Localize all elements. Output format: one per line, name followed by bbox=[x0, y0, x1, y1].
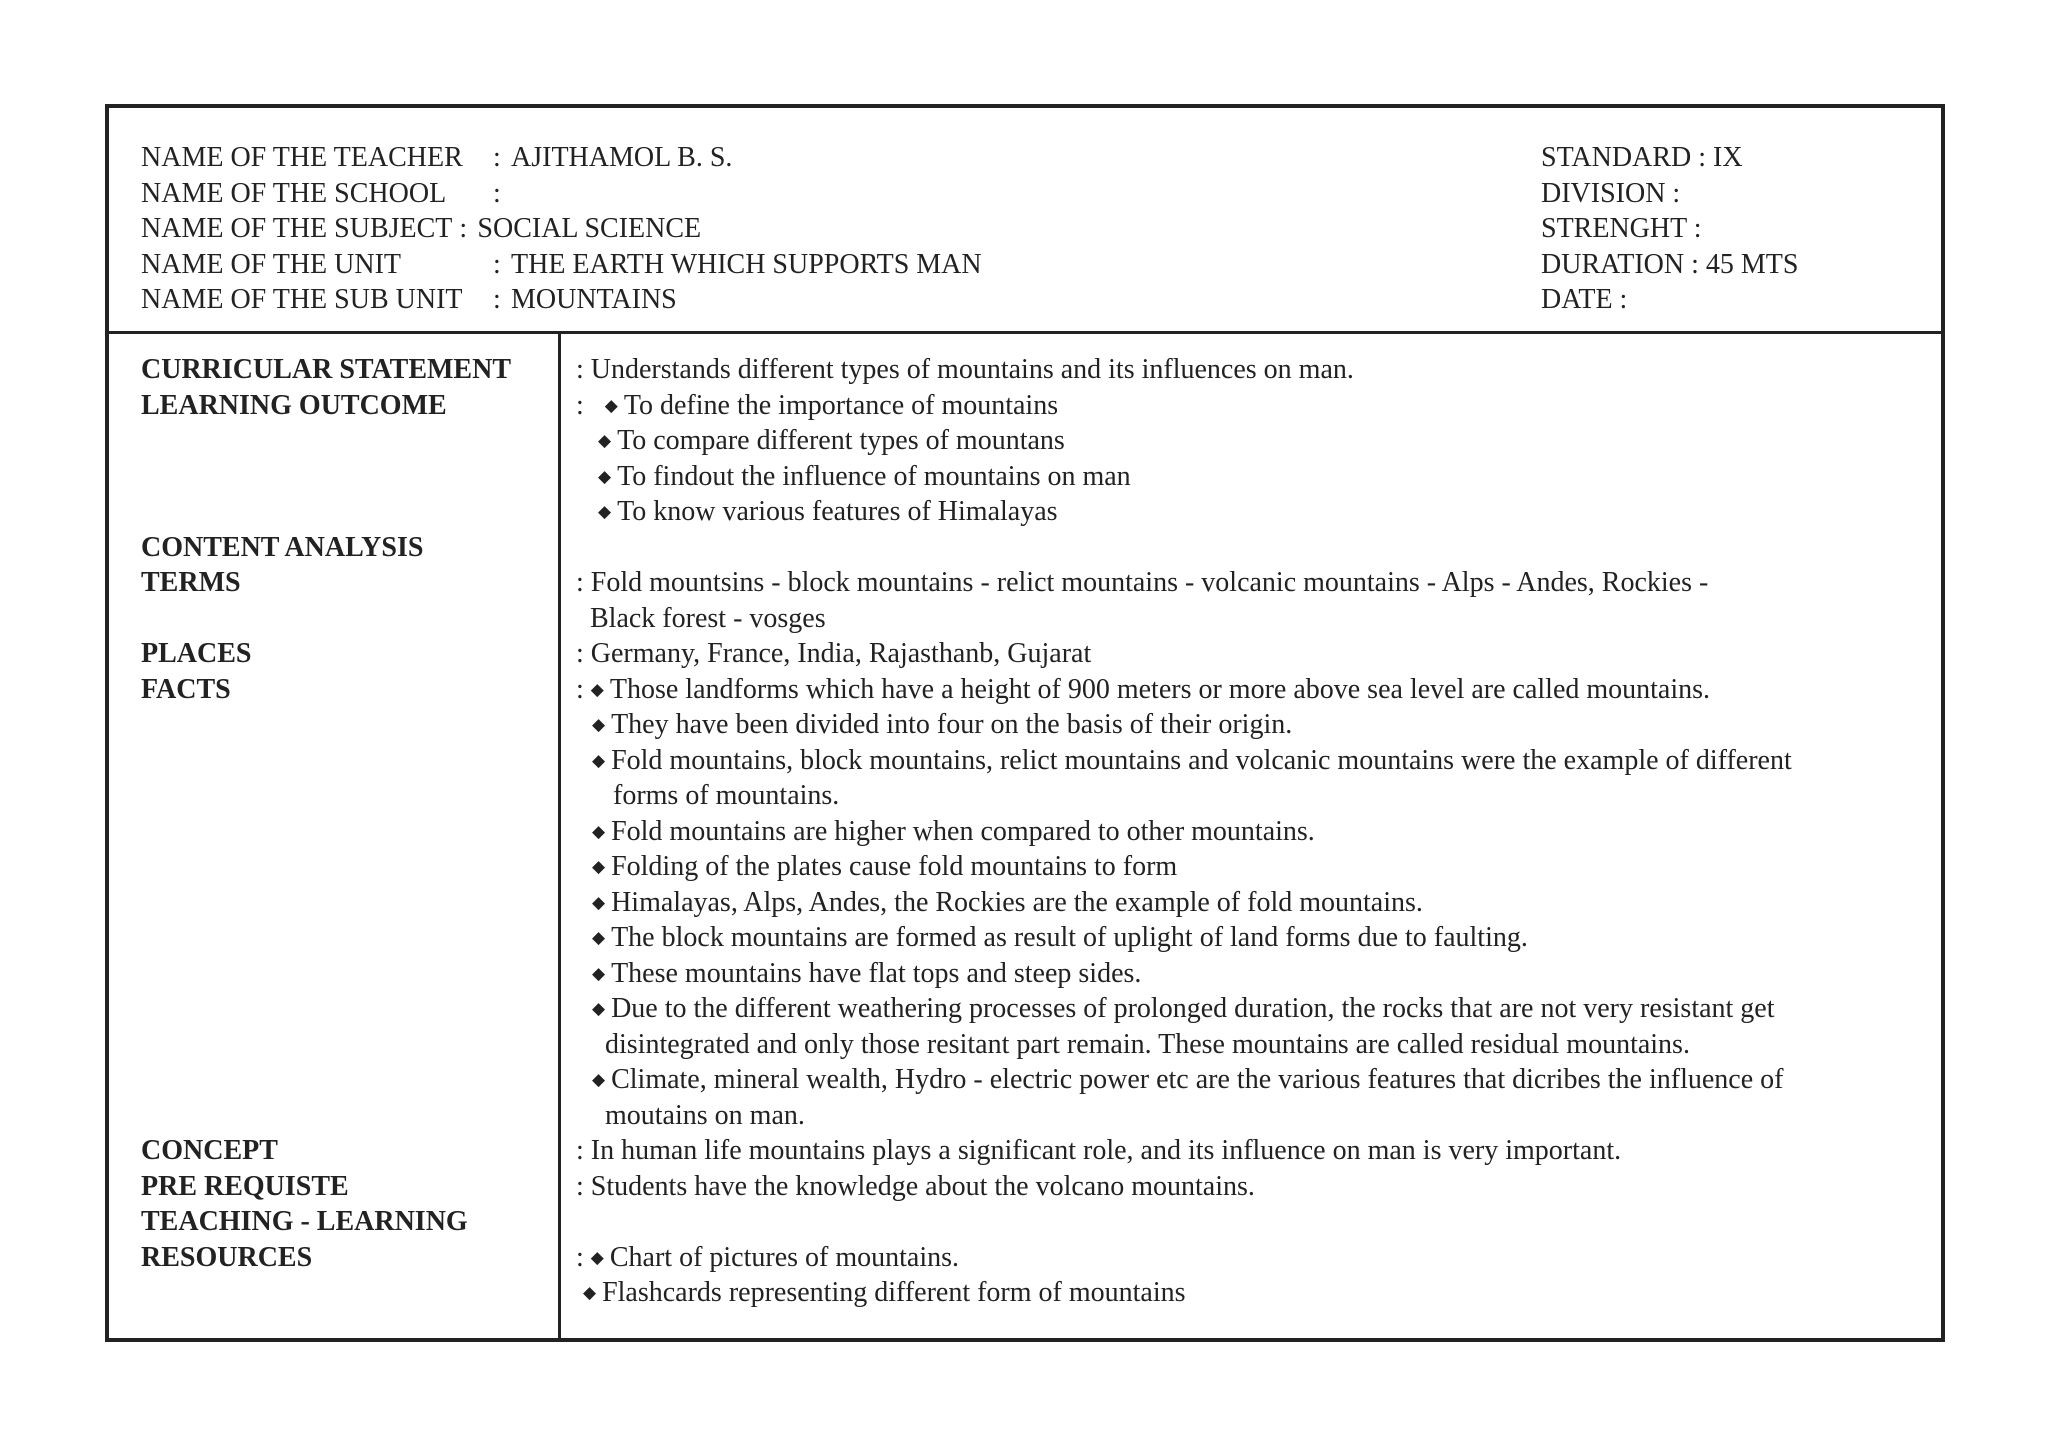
fact-text: They have been divided into four on the basis of their origin. bbox=[611, 709, 1293, 740]
terms-text: : Fold mountsins - block mountains - relict mountains - volcanic mountains - Alps - Andes, Rockies - bbox=[576, 567, 1709, 598]
date-field: DATE : bbox=[1541, 284, 1628, 315]
diamond-bullet-icon: ◆ bbox=[598, 466, 612, 486]
fact-text: Fold mountains, block mountains, relict mountains and volcanic mountains were the example of different bbox=[611, 744, 1792, 776]
subunit-value: MOUNTAINS bbox=[511, 284, 677, 315]
diamond-bullet-icon: ◆ bbox=[592, 928, 606, 947]
unit-label: NAME OF THE UNIT bbox=[141, 248, 402, 280]
resource-text: Chart of pictures of mountains. bbox=[609, 1241, 960, 1273]
diamond-bullet-icon: ◆ bbox=[604, 395, 618, 415]
label-resources: RESOURCES bbox=[141, 1241, 313, 1273]
duration-field: DURATION : 45 MTS bbox=[1541, 248, 1799, 280]
places-text: : Germany, France, India, Rajasthanb, Gujarat bbox=[576, 638, 1092, 669]
fact-item bbox=[592, 814, 1315, 850]
curricular-statement-text: : Understands different types of mountains and its influences on man. bbox=[576, 354, 1354, 385]
outcome-text: To compare different types of mountans bbox=[617, 425, 1065, 456]
fact-text: Himalayas, Alps, Andes, the Rockies are the example of fold mountains. bbox=[611, 886, 1423, 918]
diamond-bullet-icon: ◆ bbox=[592, 963, 606, 983]
fact-text-continued: forms of mountains. bbox=[613, 780, 840, 811]
outcome-text: To define the importance of mountains bbox=[623, 389, 1059, 421]
fact-item bbox=[592, 1062, 1783, 1098]
learning-outcome-item bbox=[576, 388, 1058, 424]
subject-colon: : bbox=[459, 213, 468, 244]
diamond-bullet-icon: ◆ bbox=[598, 502, 612, 521]
fact-item bbox=[592, 743, 1792, 779]
diamond-bullet-icon: ◆ bbox=[592, 892, 606, 912]
unit-value: THE EARTH WHICH SUPPORTS MAN bbox=[511, 248, 982, 280]
label-facts: FACTS bbox=[141, 673, 231, 705]
label-terms: TERMS bbox=[141, 567, 241, 598]
unit-line bbox=[141, 247, 982, 283]
strength-field: STRENGHT : bbox=[1541, 213, 1702, 244]
diamond-bullet-icon: ◆ bbox=[592, 821, 606, 841]
label-learning-outcome: LEARNING OUTCOME bbox=[141, 389, 447, 421]
fact-text: The block mountains are formed as result of uplight of land forms due to faulting. bbox=[611, 922, 1528, 953]
diamond-bullet-icon: ◆ bbox=[598, 431, 612, 450]
outcome-colon: : bbox=[576, 389, 584, 421]
diamond-bullet-icon: ◆ bbox=[592, 857, 606, 876]
fact-item bbox=[592, 885, 1423, 921]
concept-text: : In human life mountains plays a significant role, and its influence on man is very important. bbox=[576, 1135, 1622, 1166]
fact-item bbox=[592, 707, 1292, 743]
label-concept: CONCEPT bbox=[141, 1135, 278, 1166]
diamond-bullet-icon: ◆ bbox=[590, 1247, 604, 1267]
outcome-text: To findout the influence of mountains on man bbox=[617, 460, 1131, 492]
pre-requisite-text: : Students have the knowledge about the volcano mountains. bbox=[576, 1170, 1255, 1202]
header-class-block bbox=[1541, 140, 1798, 318]
diamond-bullet-icon: ◆ bbox=[592, 715, 606, 734]
division-field: DIVISION : bbox=[1541, 177, 1681, 209]
teacher-line bbox=[141, 140, 982, 176]
teacher-label: NAME OF THE TEACHER bbox=[141, 142, 463, 173]
fact-item bbox=[592, 956, 1141, 992]
label-curricular-statement: CURRICULAR STATEMENT bbox=[141, 354, 512, 385]
standard-field: STANDARD : IX bbox=[1541, 142, 1743, 173]
diamond-bullet-icon: ◆ bbox=[592, 1070, 606, 1089]
diamond-bullet-icon: ◆ bbox=[592, 999, 606, 1018]
fact-item bbox=[592, 991, 1775, 1027]
outcome-text: To know various features of Himalayas bbox=[617, 496, 1058, 527]
label-teaching-learning: TEACHING - LEARNING bbox=[141, 1206, 468, 1237]
teacher-colon: : bbox=[493, 142, 501, 173]
subunit-line bbox=[141, 282, 982, 318]
fact-text-continued: moutains on man. bbox=[605, 1099, 805, 1131]
subject-line bbox=[141, 211, 982, 247]
resource-text: Flashcards representing different form of mountains bbox=[602, 1277, 1186, 1308]
diamond-bullet-icon: ◆ bbox=[590, 679, 604, 699]
terms-text-continued: Black forest - vosges bbox=[590, 602, 826, 634]
fact-text-continued: disintegrated and only those resitant part remain. These mountains are called residual mountains. bbox=[605, 1028, 1690, 1060]
column-divider bbox=[558, 334, 561, 1338]
fact-text: Folding of the plates cause fold mountains to form bbox=[611, 851, 1178, 882]
facts-colon: : bbox=[576, 673, 584, 705]
lesson-plan-header bbox=[109, 108, 1941, 334]
fact-item bbox=[592, 849, 1177, 885]
fact-text: Climate, mineral wealth, Hydro - electric power etc are the various features that dicribes the influence of bbox=[611, 1064, 1784, 1095]
resource-item bbox=[583, 1275, 1186, 1311]
fact-text: Those landforms which have a height of 900 meters or more above sea level are called mountains. bbox=[609, 673, 1711, 705]
lesson-plan-sheet bbox=[105, 104, 1945, 1342]
label-pre-requisite: PRE REQUISTE bbox=[141, 1170, 349, 1202]
label-content-analysis: CONTENT ANALYSIS bbox=[141, 531, 424, 563]
fact-text: Fold mountains are higher when compared to other mountains. bbox=[611, 815, 1315, 847]
fact-item bbox=[576, 672, 1710, 708]
resource-item bbox=[576, 1240, 959, 1276]
header-identity-block bbox=[141, 140, 982, 318]
subunit-label: NAME OF THE SUB UNIT bbox=[141, 284, 463, 315]
learning-outcome-item bbox=[598, 459, 1131, 495]
subject-label: NAME OF THE SUBJECT bbox=[141, 213, 453, 244]
fact-item bbox=[592, 920, 1528, 956]
unit-colon: : bbox=[493, 248, 501, 280]
fact-text: Due to the different weathering processes of prolonged duration, the rocks that are not very resistant get bbox=[611, 993, 1775, 1024]
learning-outcome-item bbox=[598, 494, 1058, 530]
subunit-colon: : bbox=[493, 284, 501, 315]
learning-outcome-item bbox=[598, 423, 1065, 459]
school-label: NAME OF THE SCHOOL bbox=[141, 177, 447, 209]
diamond-bullet-icon: ◆ bbox=[583, 1283, 597, 1302]
teacher-value: AJITHAMOL B. S. bbox=[511, 142, 733, 173]
school-line bbox=[141, 176, 982, 212]
subject-value: SOCIAL SCIENCE bbox=[477, 213, 702, 244]
label-places: PLACES bbox=[141, 638, 252, 669]
school-colon: : bbox=[493, 177, 501, 209]
resources-colon: : bbox=[576, 1241, 584, 1273]
diamond-bullet-icon: ◆ bbox=[592, 750, 606, 770]
fact-text: These mountains have flat tops and steep sides. bbox=[611, 957, 1142, 989]
